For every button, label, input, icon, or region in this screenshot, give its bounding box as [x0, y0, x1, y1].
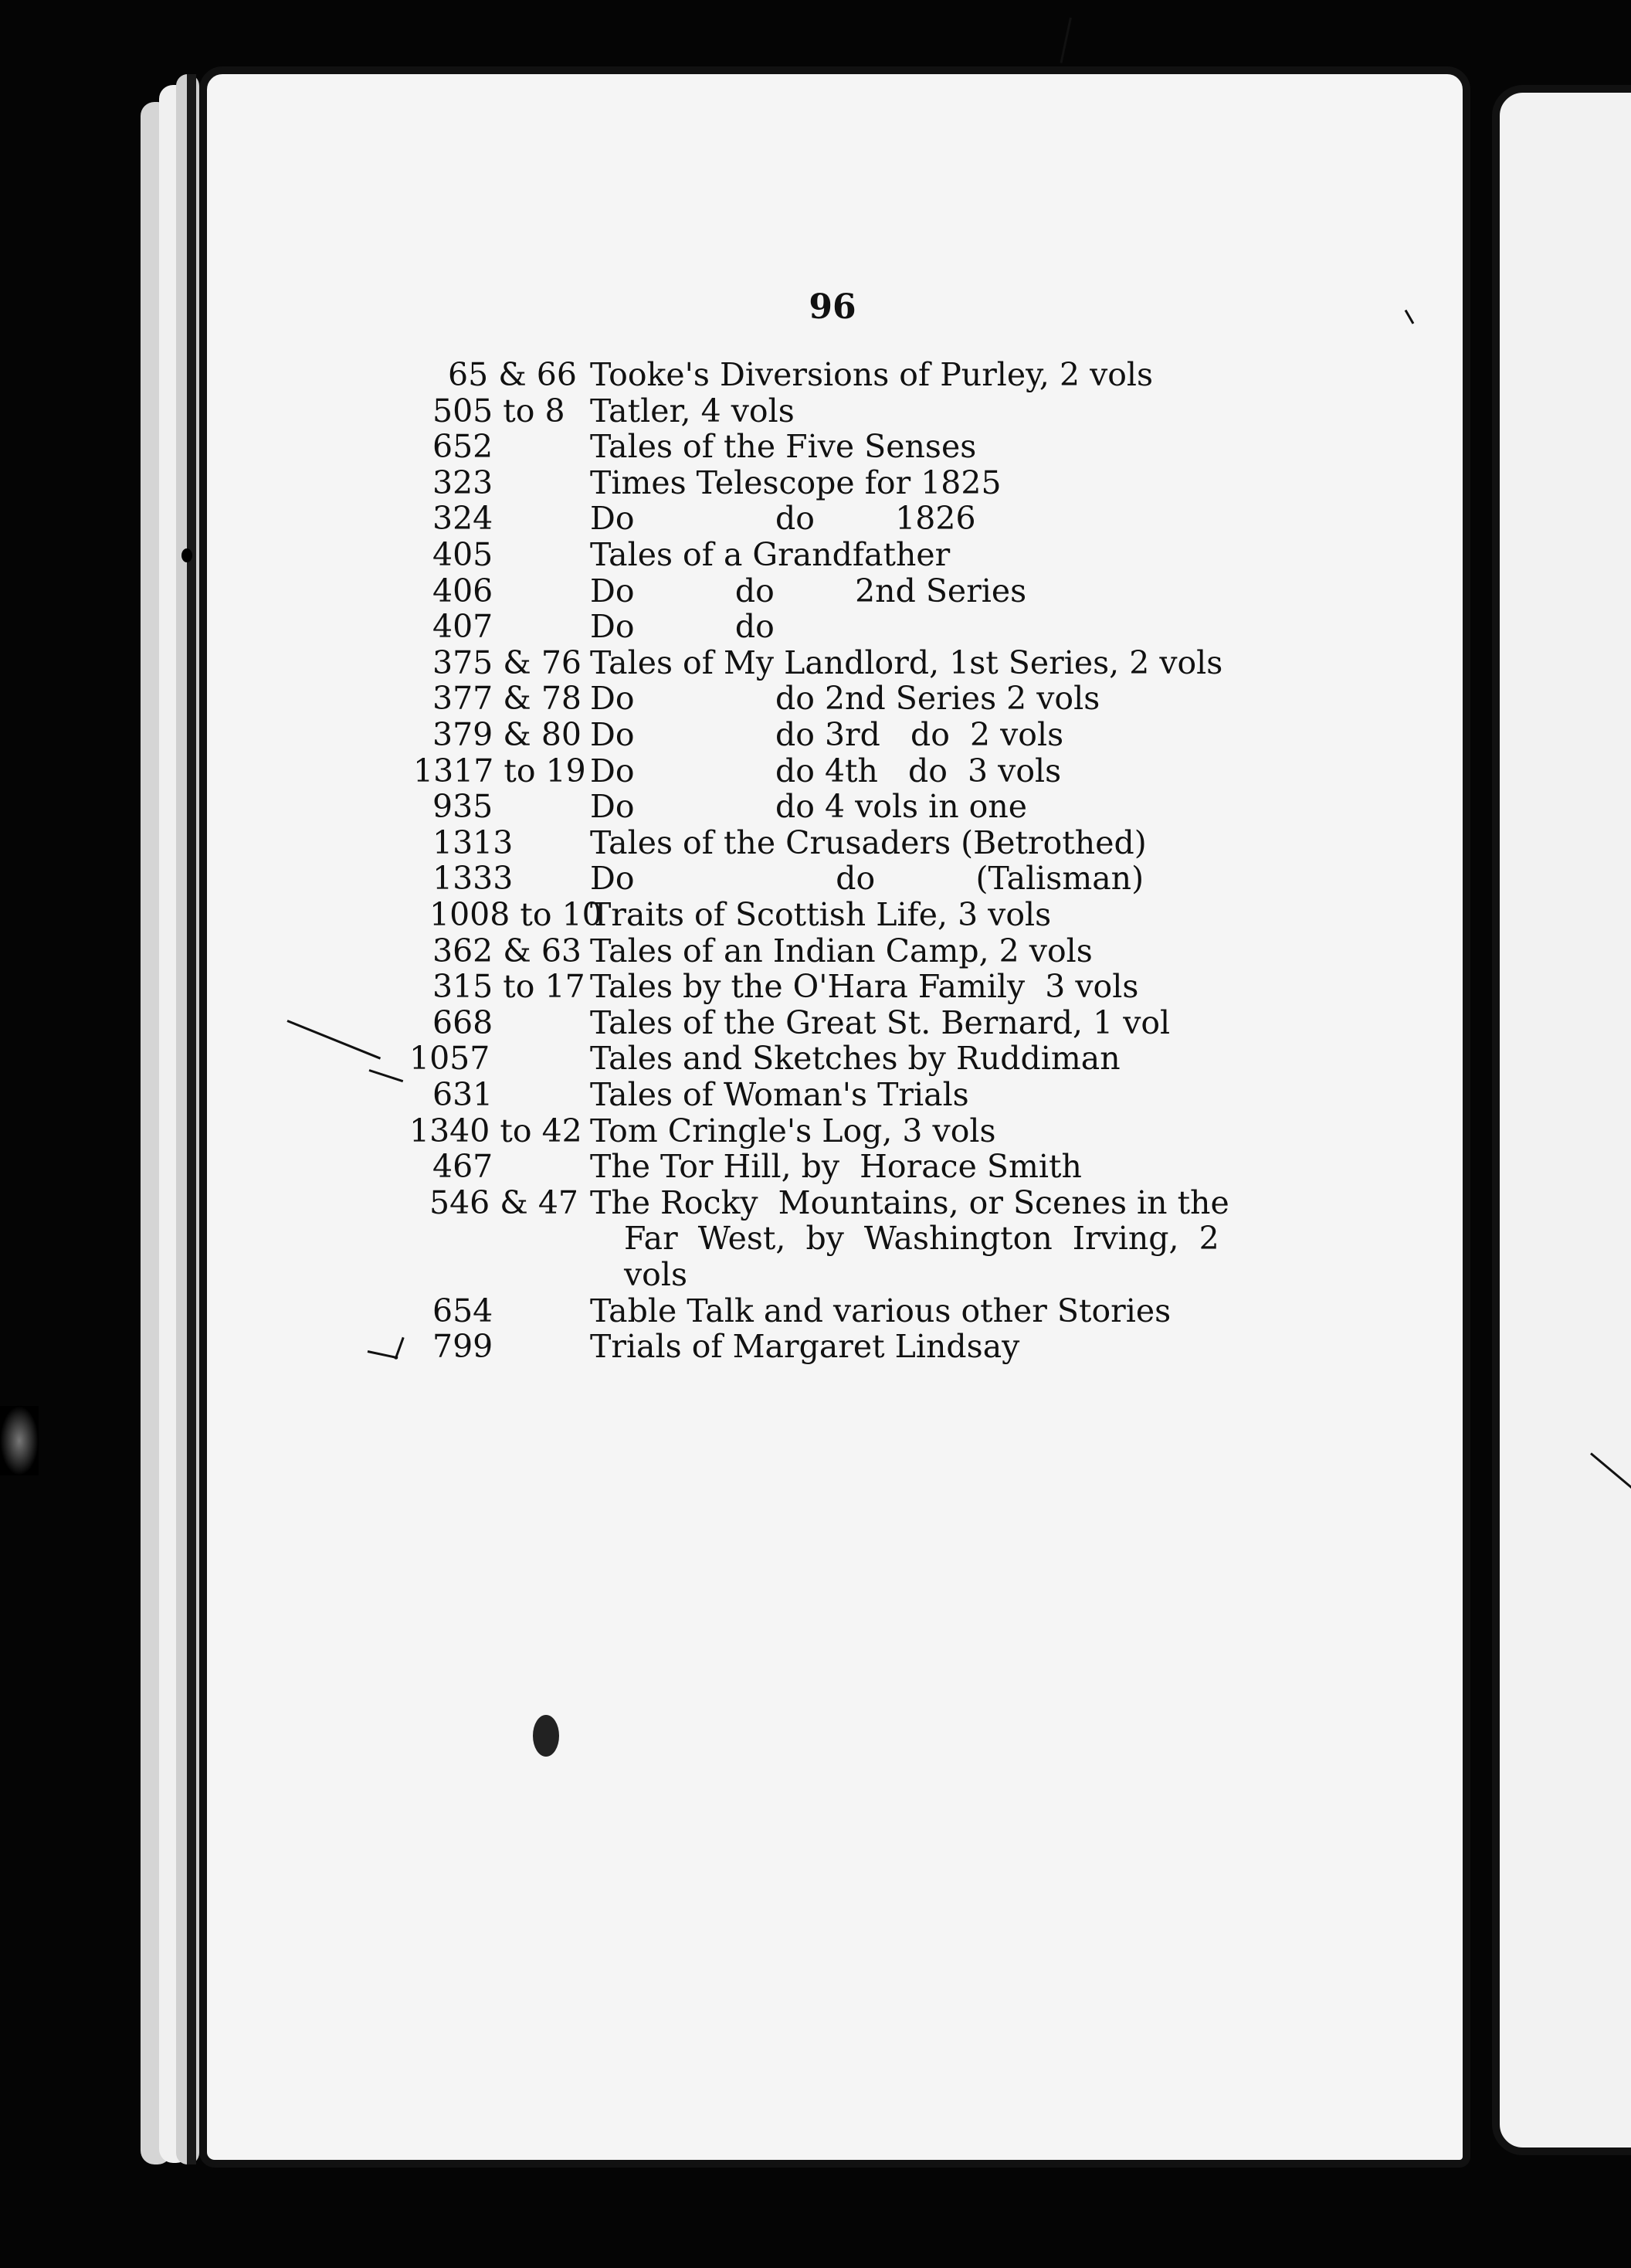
catalogue-number: 324 [432, 500, 493, 538]
catalogue-number: 1313 [432, 823, 514, 861]
catalogue-entry [0, 465, 1313, 501]
book-title: Tales of the Five Senses [590, 428, 977, 466]
book-title: Do do 4th do 3 vols [590, 752, 1062, 789]
book-title: Traits of Scottish Life, 3 vols [590, 896, 1052, 933]
catalogue-number: 799 [432, 1328, 493, 1366]
book-title: Tales and Sketches by Ruddiman [590, 1040, 1121, 1078]
catalogue-number: 467 [432, 1148, 493, 1186]
catalogue-entry [0, 717, 1313, 752]
catalogue-entry [0, 753, 1313, 789]
book-title: Tales of My Landlord, 1st Series, 2 vols [590, 643, 1223, 681]
catalogue-number: 505 to 8 [432, 392, 565, 429]
catalogue-number: 654 [432, 1292, 493, 1329]
catalogue-number: 1317 to 19 [413, 752, 586, 789]
catalogue-entry [0, 897, 1313, 932]
catalogue-entry [0, 1329, 1313, 1364]
catalogue-entry [0, 429, 1313, 464]
catalogue-entry [0, 861, 1313, 896]
catalogue-number: 546 & 47 [429, 1183, 578, 1221]
catalogue-number: 323 [432, 463, 493, 501]
catalogue-number: 315 to 17 [432, 968, 585, 1006]
book-title: Do do [590, 608, 775, 646]
catalogue-entry [0, 357, 1313, 392]
catalogue-entry [0, 501, 1313, 536]
book-title: Do do 2nd Series 2 vols [590, 680, 1100, 718]
book-title: Do do 2nd Series [590, 572, 1027, 609]
book-title: Far West, by Washington Irving, 2 [624, 1220, 1219, 1258]
book-title: Tales of Woman's Trials [590, 1076, 969, 1113]
catalogue-entry [0, 1149, 1313, 1184]
book-title: Do do (Talisman) [590, 860, 1144, 898]
catalogue-entry [0, 1257, 1313, 1292]
catalogue-entry [0, 933, 1313, 969]
catalogue-number: 652 [432, 428, 493, 466]
catalogue-number: 1057 [409, 1040, 490, 1078]
book-title: Trials of Margaret Lindsay [590, 1328, 1020, 1366]
catalogue-entry [0, 969, 1313, 1004]
page-number: 96 [809, 287, 856, 327]
book-title: Tooke's Diversions of Purley, 2 vols [590, 356, 1154, 393]
book-title: Do do 3rd do 2 vols [590, 716, 1064, 753]
catalogue-number: 406 [432, 572, 493, 609]
book-title: Tales of the Great St. Bernard, 1 vol [590, 1003, 1171, 1041]
book-title: Times Telescope for 1825 [590, 463, 1002, 501]
book-title: Do do 1826 [590, 500, 976, 538]
catalogue-number: 405 [432, 536, 493, 573]
facing-page [1492, 85, 1631, 2155]
catalogue-entry [0, 681, 1313, 716]
book-title: Table Talk and various other Stories [590, 1292, 1172, 1329]
catalogue-entry [0, 537, 1313, 572]
catalogue-entry [0, 573, 1313, 609]
catalogue-entry [0, 1221, 1313, 1256]
catalogue-entry [0, 645, 1313, 681]
book-title: Tales of an Indian Camp, 2 vols [590, 932, 1093, 969]
catalogue-entry [0, 1185, 1313, 1221]
catalogue-entry [0, 789, 1313, 824]
catalogue-entry [0, 609, 1313, 644]
catalogue-number: 362 & 63 [432, 932, 582, 969]
catalogue-entry [0, 1293, 1313, 1329]
book-title: Do do 4 vols in one [590, 788, 1028, 826]
book-title: vols [624, 1256, 687, 1293]
catalogue-entry [0, 393, 1313, 429]
scan-artifact [0, 1406, 39, 1475]
catalogue-entry [0, 825, 1313, 861]
catalogue-number: 631 [432, 1076, 493, 1113]
catalogue-number: 668 [432, 1003, 493, 1041]
catalogue-entry [0, 1077, 1313, 1112]
catalogue-entry [0, 1041, 1313, 1076]
book-title: Tatler, 4 vols [590, 392, 795, 429]
catalogue-number: 65 & 66 [448, 356, 577, 393]
catalogue-number: 935 [432, 788, 493, 826]
book-title: The Tor Hill, by Horace Smith [590, 1148, 1082, 1186]
catalogue-number: 1340 to 42 [409, 1112, 582, 1149]
catalogue-number: 375 & 76 [432, 643, 582, 681]
catalogue-entry [0, 1005, 1313, 1041]
ink-smudge [533, 1715, 559, 1757]
catalogue-number: 1333 [432, 860, 514, 898]
catalogue-number: 1008 to 10 [429, 896, 602, 933]
catalogue-number: 379 & 80 [432, 716, 582, 753]
book-title: The Rocky Mountains, or Scenes in the [590, 1183, 1229, 1221]
catalogue-entry [0, 1113, 1313, 1149]
book-title: Tales by the O'Hara Family 3 vols [590, 968, 1139, 1006]
book-title: Tales of a Grandfather [590, 536, 951, 573]
catalogue-number: 377 & 78 [432, 680, 582, 718]
catalogue-number: 407 [432, 608, 493, 646]
book-title: Tom Cringle's Log, 3 vols [590, 1112, 996, 1149]
book-title: Tales of the Crusaders (Betrothed) [590, 823, 1147, 861]
